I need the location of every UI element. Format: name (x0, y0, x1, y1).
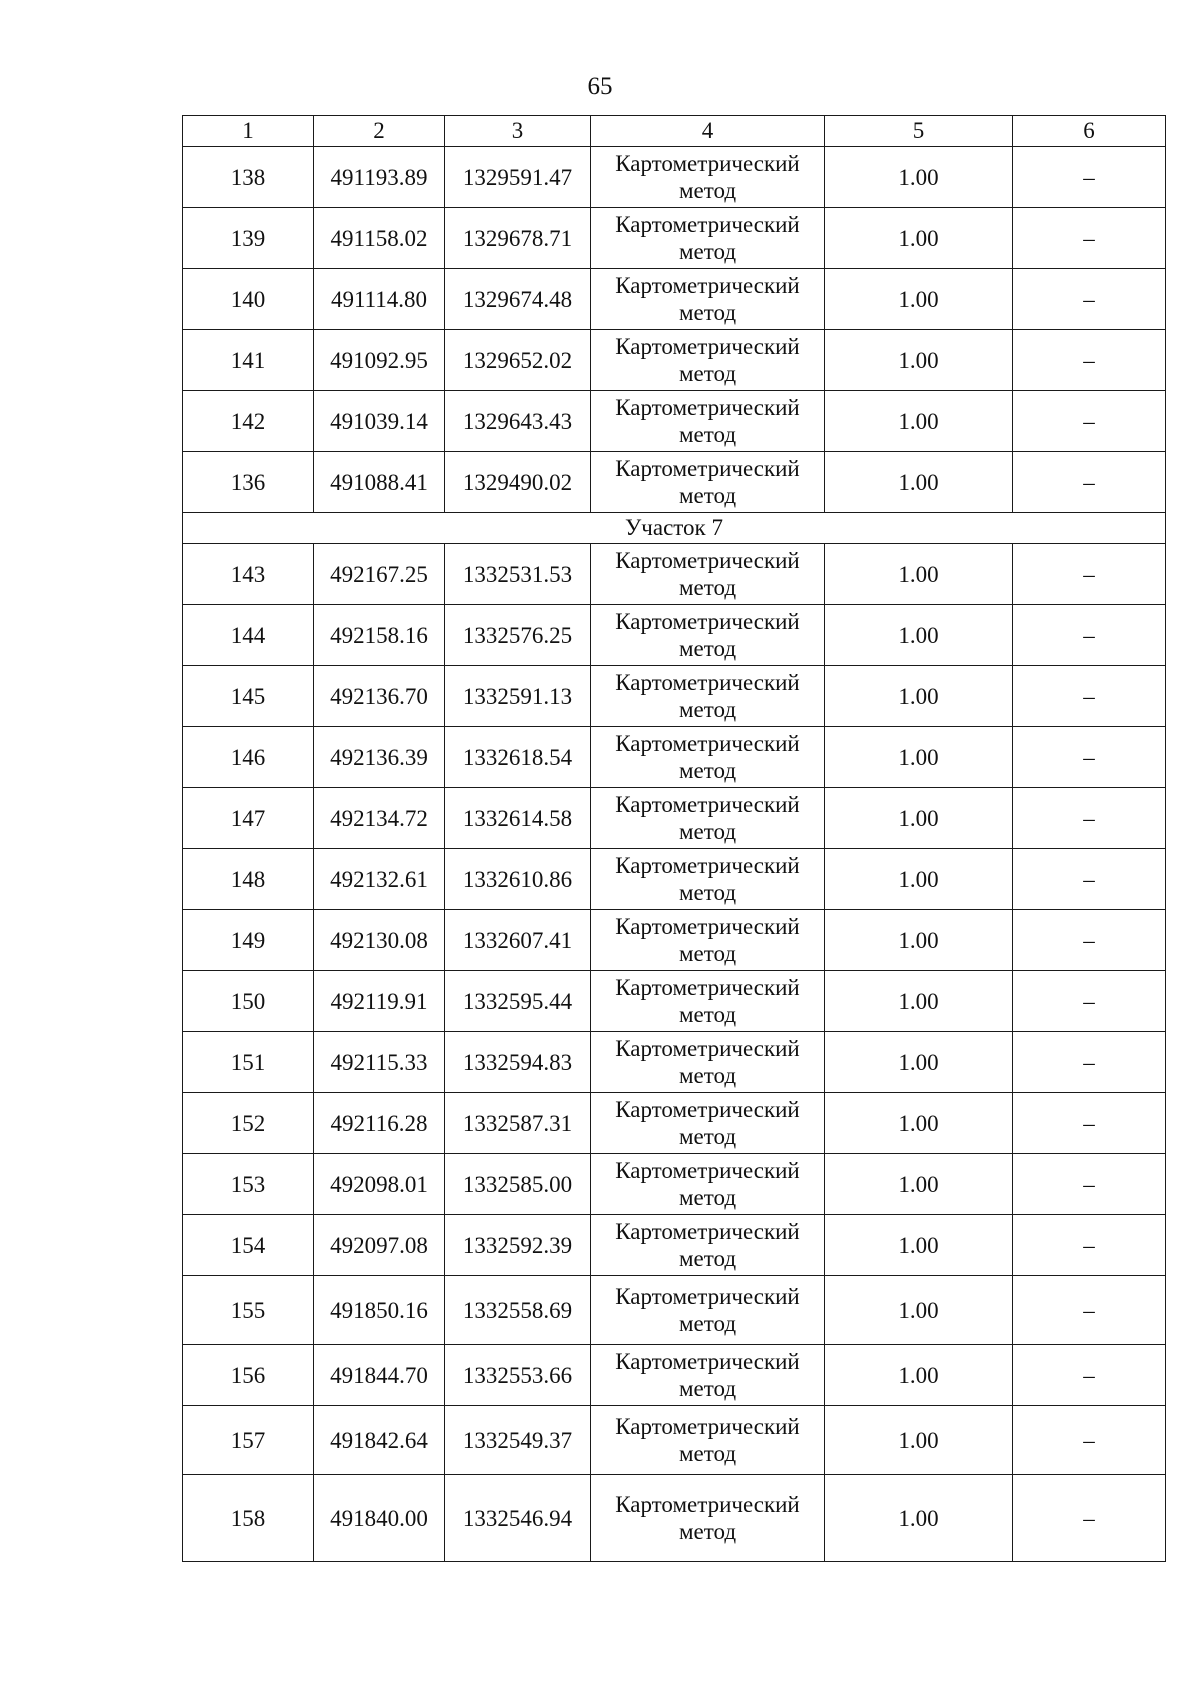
point-number-cell: 151 (183, 1032, 314, 1093)
note-cell: – (1013, 971, 1166, 1032)
table-row (183, 1475, 1166, 1562)
y-coordinate-cell: 1332614.58 (445, 788, 591, 849)
point-number-cell: 153 (183, 1154, 314, 1215)
table-row (183, 971, 1166, 1032)
accuracy-cell: 1.00 (825, 330, 1013, 391)
note-cell: – (1013, 269, 1166, 330)
y-coordinate-cell: 1332558.69 (445, 1276, 591, 1345)
point-number-cell: 155 (183, 1276, 314, 1345)
table-row (183, 1154, 1166, 1215)
accuracy-cell: 1.00 (825, 1215, 1013, 1276)
note-cell: – (1013, 1032, 1166, 1093)
method-cell: Картометрический метод (591, 1276, 825, 1345)
method-cell: Картометрический метод (591, 666, 825, 727)
note-cell: – (1013, 208, 1166, 269)
table-row (183, 147, 1166, 208)
table-row (183, 544, 1166, 605)
x-coordinate-cell: 492158.16 (314, 605, 445, 666)
point-number-cell: 146 (183, 727, 314, 788)
method-cell: Картометрический метод (591, 910, 825, 971)
point-number-cell: 157 (183, 1406, 314, 1475)
note-cell: – (1013, 1093, 1166, 1154)
accuracy-cell: 1.00 (825, 666, 1013, 727)
x-coordinate-cell: 492098.01 (314, 1154, 445, 1215)
note-cell: – (1013, 452, 1166, 513)
accuracy-cell: 1.00 (825, 269, 1013, 330)
point-number-cell: 147 (183, 788, 314, 849)
point-number-cell: 149 (183, 910, 314, 971)
table-row (183, 910, 1166, 971)
x-coordinate-cell: 492136.70 (314, 666, 445, 727)
method-cell: Картометрический метод (591, 1345, 825, 1406)
method-cell: Картометрический метод (591, 208, 825, 269)
table-row (183, 330, 1166, 391)
x-coordinate-cell: 491844.70 (314, 1345, 445, 1406)
y-coordinate-cell: 1329591.47 (445, 147, 591, 208)
accuracy-cell: 1.00 (825, 1345, 1013, 1406)
x-coordinate-cell: 492116.28 (314, 1093, 445, 1154)
x-coordinate-cell: 492132.61 (314, 849, 445, 910)
accuracy-cell: 1.00 (825, 147, 1013, 208)
method-cell: Картометрический метод (591, 727, 825, 788)
note-cell: – (1013, 910, 1166, 971)
x-coordinate-cell: 492134.72 (314, 788, 445, 849)
y-coordinate-cell: 1329652.02 (445, 330, 591, 391)
method-cell: Картометрический метод (591, 147, 825, 208)
table-row (183, 1032, 1166, 1093)
method-cell: Картометрический метод (591, 330, 825, 391)
x-coordinate-cell: 492097.08 (314, 1215, 445, 1276)
note-cell: – (1013, 1345, 1166, 1406)
table-row (183, 1406, 1166, 1475)
note-cell: – (1013, 1406, 1166, 1475)
y-coordinate-cell: 1332549.37 (445, 1406, 591, 1475)
table-row (183, 269, 1166, 330)
point-number-cell: 136 (183, 452, 314, 513)
table-row (183, 391, 1166, 452)
x-coordinate-cell: 491088.41 (314, 452, 445, 513)
y-coordinate-cell: 1332618.54 (445, 727, 591, 788)
table-row (183, 849, 1166, 910)
note-cell: – (1013, 391, 1166, 452)
note-cell: – (1013, 544, 1166, 605)
header-row (183, 116, 1166, 147)
accuracy-cell: 1.00 (825, 391, 1013, 452)
table-row (183, 605, 1166, 666)
accuracy-cell: 1.00 (825, 1154, 1013, 1215)
x-coordinate-cell: 491193.89 (314, 147, 445, 208)
y-coordinate-cell: 1332576.25 (445, 605, 591, 666)
table-row (183, 1215, 1166, 1276)
method-cell: Картометрический метод (591, 1154, 825, 1215)
method-cell: Картометрический метод (591, 1215, 825, 1276)
accuracy-cell: 1.00 (825, 605, 1013, 666)
note-cell: – (1013, 849, 1166, 910)
y-coordinate-cell: 1332592.39 (445, 1215, 591, 1276)
y-coordinate-cell: 1332610.86 (445, 849, 591, 910)
y-coordinate-cell: 1332585.00 (445, 1154, 591, 1215)
method-cell: Картометрический метод (591, 1406, 825, 1475)
note-cell: – (1013, 1475, 1166, 1562)
point-number-cell: 156 (183, 1345, 314, 1406)
point-number-cell: 144 (183, 605, 314, 666)
y-coordinate-cell: 1332546.94 (445, 1475, 591, 1562)
accuracy-cell: 1.00 (825, 849, 1013, 910)
accuracy-cell: 1.00 (825, 1032, 1013, 1093)
method-cell: Картометрический метод (591, 544, 825, 605)
column-header: 6 (1013, 116, 1166, 147)
y-coordinate-cell: 1332553.66 (445, 1345, 591, 1406)
accuracy-cell: 1.00 (825, 1276, 1013, 1345)
method-cell: Картометрический метод (591, 605, 825, 666)
y-coordinate-cell: 1329490.02 (445, 452, 591, 513)
note-cell: – (1013, 666, 1166, 727)
y-coordinate-cell: 1329678.71 (445, 208, 591, 269)
accuracy-cell: 1.00 (825, 788, 1013, 849)
x-coordinate-cell: 492130.08 (314, 910, 445, 971)
table-body (183, 116, 1166, 1562)
x-coordinate-cell: 491842.64 (314, 1406, 445, 1475)
accuracy-cell: 1.00 (825, 1406, 1013, 1475)
point-number-cell: 152 (183, 1093, 314, 1154)
method-cell: Картометрический метод (591, 849, 825, 910)
accuracy-cell: 1.00 (825, 910, 1013, 971)
point-number-cell: 143 (183, 544, 314, 605)
accuracy-cell: 1.00 (825, 727, 1013, 788)
table-row (183, 666, 1166, 727)
column-header: 1 (183, 116, 314, 147)
y-coordinate-cell: 1332587.31 (445, 1093, 591, 1154)
y-coordinate-cell: 1332531.53 (445, 544, 591, 605)
note-cell: – (1013, 727, 1166, 788)
point-number-cell: 145 (183, 666, 314, 727)
method-cell: Картометрический метод (591, 1475, 825, 1562)
y-coordinate-cell: 1329643.43 (445, 391, 591, 452)
y-coordinate-cell: 1332607.41 (445, 910, 591, 971)
accuracy-cell: 1.00 (825, 1093, 1013, 1154)
x-coordinate-cell: 492119.91 (314, 971, 445, 1032)
method-cell: Картометрический метод (591, 788, 825, 849)
accuracy-cell: 1.00 (825, 208, 1013, 269)
note-cell: – (1013, 330, 1166, 391)
point-number-cell: 150 (183, 971, 314, 1032)
x-coordinate-cell: 491840.00 (314, 1475, 445, 1562)
y-coordinate-cell: 1332594.83 (445, 1032, 591, 1093)
point-number-cell: 141 (183, 330, 314, 391)
column-header: 2 (314, 116, 445, 147)
table-row (183, 208, 1166, 269)
note-cell: – (1013, 1154, 1166, 1215)
point-number-cell: 154 (183, 1215, 314, 1276)
x-coordinate-cell: 492167.25 (314, 544, 445, 605)
note-cell: – (1013, 1215, 1166, 1276)
x-coordinate-cell: 491039.14 (314, 391, 445, 452)
x-coordinate-cell: 492136.39 (314, 727, 445, 788)
accuracy-cell: 1.00 (825, 452, 1013, 513)
note-cell: – (1013, 147, 1166, 208)
table-row (183, 1345, 1166, 1406)
accuracy-cell: 1.00 (825, 971, 1013, 1032)
section-row (183, 513, 1166, 544)
accuracy-cell: 1.00 (825, 544, 1013, 605)
coordinates-table (182, 115, 1166, 1562)
column-header: 5 (825, 116, 1013, 147)
method-cell: Картометрический метод (591, 269, 825, 330)
x-coordinate-cell: 491158.02 (314, 208, 445, 269)
point-number-cell: 140 (183, 269, 314, 330)
x-coordinate-cell: 491092.95 (314, 330, 445, 391)
method-cell: Картометрический метод (591, 971, 825, 1032)
accuracy-cell: 1.00 (825, 1475, 1013, 1562)
point-number-cell: 158 (183, 1475, 314, 1562)
method-cell: Картометрический метод (591, 391, 825, 452)
y-coordinate-cell: 1329674.48 (445, 269, 591, 330)
column-header: 4 (591, 116, 825, 147)
section-label: Участок 7 (183, 513, 1166, 544)
table-row (183, 1093, 1166, 1154)
point-number-cell: 148 (183, 849, 314, 910)
note-cell: – (1013, 605, 1166, 666)
method-cell: Картометрический метод (591, 1093, 825, 1154)
table-row (183, 452, 1166, 513)
table-row (183, 727, 1166, 788)
point-number-cell: 139 (183, 208, 314, 269)
method-cell: Картометрический метод (591, 1032, 825, 1093)
column-header: 3 (445, 116, 591, 147)
x-coordinate-cell: 491114.80 (314, 269, 445, 330)
y-coordinate-cell: 1332591.13 (445, 666, 591, 727)
note-cell: – (1013, 788, 1166, 849)
table-row (183, 788, 1166, 849)
method-cell: Картометрический метод (591, 452, 825, 513)
page-number: 65 (587, 73, 613, 100)
table-row (183, 1276, 1166, 1345)
x-coordinate-cell: 491850.16 (314, 1276, 445, 1345)
x-coordinate-cell: 492115.33 (314, 1032, 445, 1093)
point-number-cell: 138 (183, 147, 314, 208)
y-coordinate-cell: 1332595.44 (445, 971, 591, 1032)
point-number-cell: 142 (183, 391, 314, 452)
note-cell: – (1013, 1276, 1166, 1345)
